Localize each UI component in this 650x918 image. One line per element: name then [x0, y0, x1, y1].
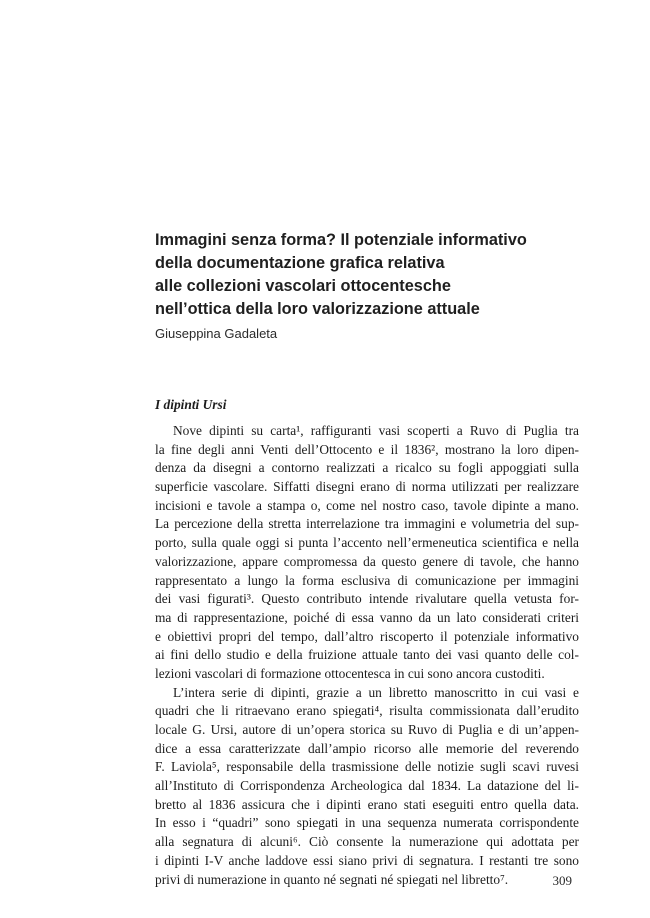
- body-line: dei vasi figurati³. Questo contributo intende rivalutare quella vetusta for-: [155, 591, 579, 607]
- body-line: L’intera serie di dipinti, grazie a un libretto manoscritto in cui vasi e: [173, 684, 579, 700]
- title-line: alle collezioni vascolari ottocentesche: [155, 277, 451, 295]
- body-line: F. Laviola⁵, responsabile della trasmissione delle notizie sugli scavi ruvesi: [155, 759, 579, 775]
- body-line: Nove dipinti su carta¹, raffiguranti vasi scoperti a Ruvo di Puglia tra: [173, 423, 579, 438]
- body-line: all’Instituto di Corrispondenza Archeologica dal 1834. La datazione del li-: [155, 778, 579, 794]
- body-line: locale G. Ursi, autore di un’opera storica su Ruvo di Puglia e di un’appen-: [155, 722, 579, 737]
- body-line: rappresentato a lungo la forma esclusiva di comunicazione per immagini: [155, 572, 579, 588]
- title-line: nell’ottica della loro valorizzazione attuale: [155, 300, 480, 318]
- title-line: Immagini senza forma? Il potenziale informativo: [155, 231, 527, 249]
- body-line: incisioni e tavole a stampa o, come nel nostro caso, tavole dipinte a mano.: [155, 497, 579, 513]
- body-line: ma di rappresentazione, poiché di essa vanno da un lato considerati criteri: [155, 609, 579, 625]
- article-title: [155, 229, 595, 321]
- author-name: Giuseppina Gadaleta: [155, 326, 278, 341]
- body-line: La percezione della stretta interrelazione tra immagini e volumetria del sup-: [155, 516, 579, 532]
- body-line: In esso i “quadri” sono spiegati in una sequenza numerata corrispondente: [155, 815, 579, 831]
- body-line: ai fini dello studio e della fruizione attuale tanto dei vasi quanto delle col-: [155, 647, 579, 663]
- body-line: i dipinti I-V anche laddove essi siano privi di segnatura. I restanti tre sono: [155, 852, 579, 868]
- title-line: della documentazione grafica relativa: [155, 254, 445, 272]
- body-line: privi di numerazione in quanto né segnati né spiegati nel libretto⁷.: [155, 871, 509, 887]
- body-line: la fine degli anni Venti dell’Ottocento e il 1836², mostrano la loro dipen-: [155, 441, 579, 457]
- body-line: valorizzazione, appare compromessa da questo genere di tavole, che hanno: [155, 553, 579, 569]
- body-line: superficie vascolare. Siffatti disegni erano di norma utilizzati per realizzare: [155, 479, 579, 495]
- body-line: lezioni vascolari di formazione ottocentesca in cui sono ancora custoditi.: [155, 665, 545, 681]
- section-heading: I dipinti Ursi: [155, 397, 227, 412]
- body-line: e obiettivi propri del tempo, dall’altro riscoperto il potenziale informativo: [155, 628, 579, 644]
- page-number: 309: [552, 873, 572, 888]
- body-line: porto, sulla quale oggi si punta l’accento nell’ermeneutica scientifica e nella: [155, 535, 579, 551]
- body-line: denza da disegni a contorno realizzati a ricalco su fogli appoggiati sulla: [155, 460, 579, 476]
- body-line: dice a essa caratterizzate dall’ampio ricorso alle memorie del reverendo: [155, 740, 579, 756]
- body-text: [155, 422, 579, 889]
- body-line: bretto al 1836 assicura che i dipinti erano stati eseguiti entro quella data.: [155, 796, 579, 812]
- body-line: quadri che li ritraevano erano spiegati⁴, risulta commissionata dall’erudito: [155, 703, 579, 719]
- body-line: alla segnatura di alcuni⁶. Ciò consente la numerazione qui adottata per: [155, 834, 579, 850]
